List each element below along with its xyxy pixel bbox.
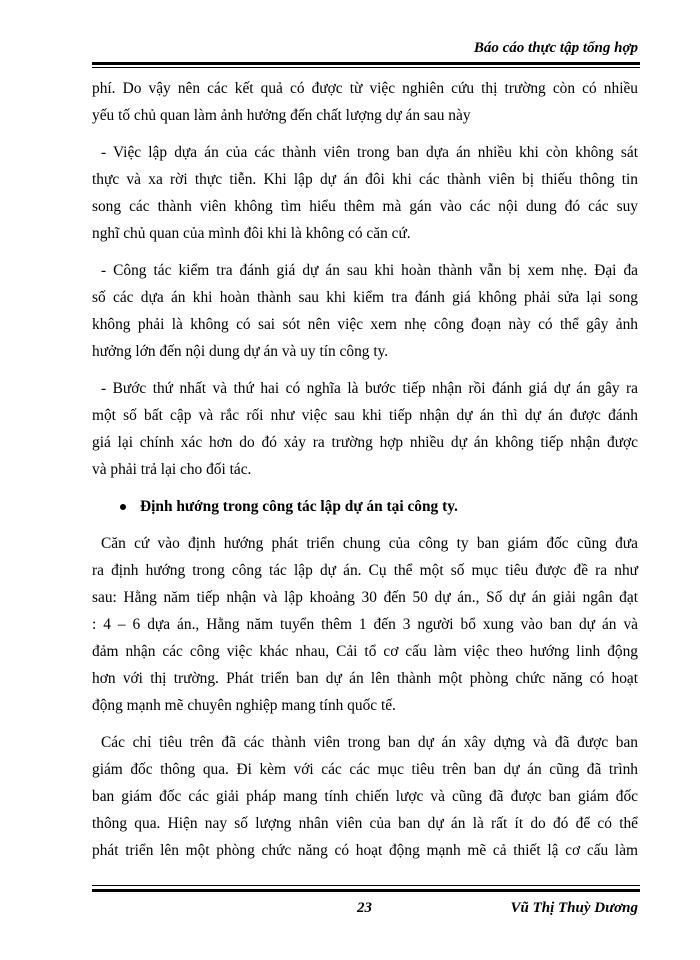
text-line: thực và xa rời thực tiễn. Khi lập dự án đôi khi các thành viên bị thiếu thông tin <box>92 171 638 188</box>
text-line: ban giám đốc các giải pháp mang tính chiến lược và cũng đã được ban giám đốc <box>92 788 638 805</box>
text-line: nghĩ chủ quan của mình đôi khi là không có căn cứ. <box>92 225 411 242</box>
page-number: 23 <box>357 900 372 916</box>
section-heading <box>92 493 638 520</box>
text-line: thông qua. Hiện nay số lượng nhân viên của ban dự án là rất ít do đó để có thể <box>92 815 638 832</box>
text-line: sau: Hằng năm tiếp nhận và lập khoảng 30 đến 50 dự án., Số dự án giải ngân đạt <box>92 589 638 606</box>
text-line: một số bất cập và rắc rối như việc sau khi tiếp nhận dự án thì dự án được đánh <box>92 407 638 424</box>
text-line: yếu tố chủ quan làm ảnh hưởng đến chất lượng dự án sau này <box>92 107 471 124</box>
text-line: - Việc lập dựa án của các thành viên trong ban dựa án nhiều khi còn không sát <box>101 144 638 161</box>
header-rule-thin <box>92 67 640 68</box>
footer-rule-thin <box>92 885 640 886</box>
text-line: và phải trả lại cho đối tác. <box>92 461 252 478</box>
text-line: không phải là không có sai sót nên việc xem nhẹ công đoạn này có thể gây ảnh <box>92 316 638 333</box>
text-line: giá lại chính xác hơn do đó xảy ra trường hợp nhiều dự án không tiếp nhận được <box>92 434 638 451</box>
page-header-title: Báo cáo thực tập tổng hợp <box>473 40 638 56</box>
text-line: Căn cứ vào định hướng phát triển chung của công ty ban giám đốc cũng đưa <box>101 535 638 552</box>
text-line: số các dựa án khi hoàn thành sau khi kiểm tra đánh giá không phải sửa lại song <box>92 289 638 306</box>
text-line: : 4 – 6 dựa án., Hằng năm tuyển thêm 1 đến 3 người bổ xung vào ban dự án và <box>92 616 638 633</box>
footer-author: Vũ Thị Thuỳ Dương <box>510 900 638 916</box>
header-rule-thick <box>92 62 640 65</box>
text-line: đảm nhận các công việc khác nhau, Cải tổ cơ cấu làm việc theo hướng linh động <box>92 643 638 660</box>
text-line: - Bước thứ nhất và thứ hai có nghĩa là bước tiếp nhận rồi đánh giá dự án gây ra <box>101 380 638 397</box>
text-line: động mạnh mẽ chuyên nghiệp mang tính quốc tế. <box>92 697 396 714</box>
text-line: phát triển lên một phòng chức năng có hoạt động mạnh mẽ cả thiết lậ cơ cấu làm <box>92 842 638 859</box>
text-line: hưởng lớn đến nội dung dự án và uy tín công ty. <box>92 343 389 360</box>
text-line: phí. Do vậy nên các kết quả có được từ việc nghiên cứu thị trường còn có nhiều <box>92 80 638 97</box>
text-line: hơn với thị trường. Phát triển ban dự án lên thành một phòng chức năng có hoạt <box>92 670 638 687</box>
section-heading-text: Định hướng trong công tác lập dự án tại công ty. <box>140 498 458 515</box>
footer-rule-thick <box>92 889 640 892</box>
text-line: - Công tác kiểm tra đánh giá dự án sau khi hoàn thành vẫn bị xem nhẹ. Đại đa <box>101 262 638 279</box>
text-line: Các chỉ tiêu trên đã các thành viên trong ban dự án xây dựng và đã được ban <box>101 734 638 751</box>
text-line: giám đốc thông qua. Đi kèm với các các mục tiêu trên ban dự án cũng đã trình <box>92 761 638 778</box>
bullet-icon <box>120 504 126 510</box>
document-body <box>92 75 638 864</box>
text-line: song các thành viên không tìm hiểu thêm mà gán vào các nội dung đó các suy <box>92 198 638 215</box>
text-line: ra định hướng trong công tác lập dự án. Cụ thể một số mục tiêu được đề ra như <box>92 562 638 579</box>
